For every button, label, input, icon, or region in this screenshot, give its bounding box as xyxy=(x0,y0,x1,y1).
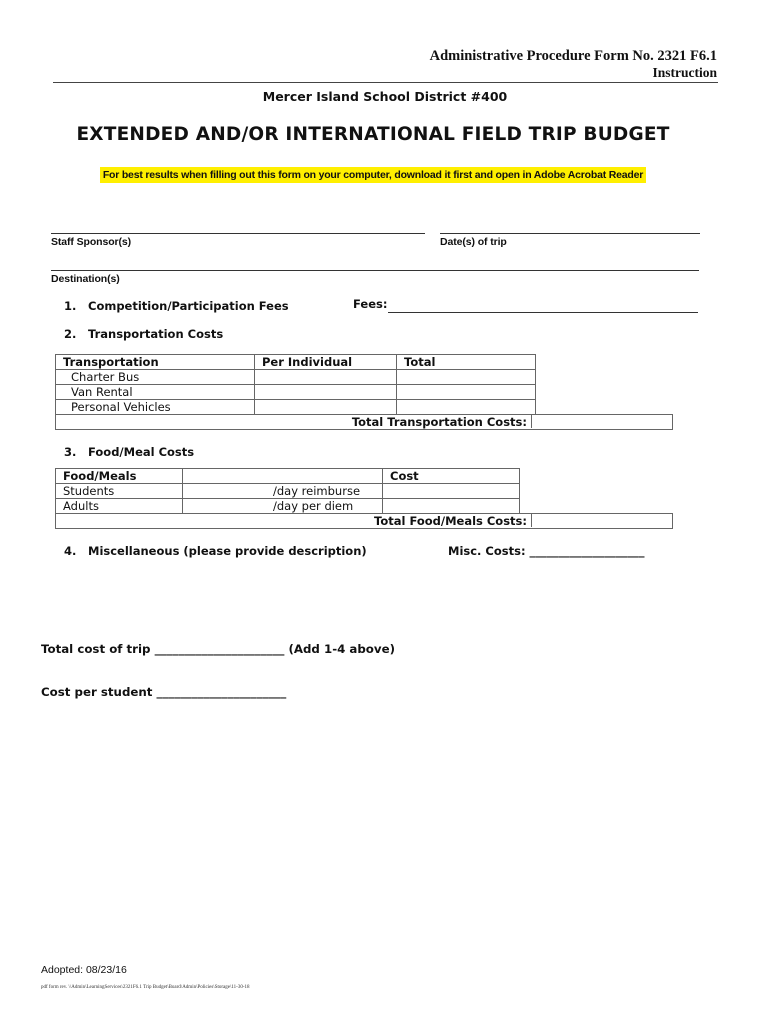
total-cost-field[interactable]: Total cost of trip ______________________ (Add 1-4 above) xyxy=(41,642,395,656)
section-label: Miscellaneous (please provide description) xyxy=(88,544,367,558)
form-category: Instruction xyxy=(652,65,717,80)
food-meals-total-label: Total Food/Meals Costs: xyxy=(374,514,527,528)
footer-file-path: pdf form rev. \\Admin\LearningServices\2321F6.1 Trip Budget\Board\Admin\Policies\Storage\11-30-18 xyxy=(41,985,250,990)
adopted-date: Adopted: 08/23/16 xyxy=(41,964,127,976)
table-row xyxy=(56,400,536,415)
table-row xyxy=(56,499,520,514)
food-meals-table xyxy=(55,468,520,514)
district-name: Mercer Island School District #400 xyxy=(262,89,508,104)
section-number: 2. xyxy=(64,327,77,341)
table-row xyxy=(56,385,536,400)
row-label-adults: Adults xyxy=(56,499,183,514)
section-transportation xyxy=(64,327,223,341)
transportation-table xyxy=(55,354,536,415)
hint-text: For best results when filling out this form on your computer, download it first and open in Adobe Acrobat Reader xyxy=(100,167,646,183)
section-label: Food/Meal Costs xyxy=(88,445,195,459)
page-title: EXTENDED AND/OR INTERNATIONAL FIELD TRIP BUDGET xyxy=(76,124,670,145)
staff-sponsor-input[interactable] xyxy=(51,233,425,234)
section-number: 1. xyxy=(64,299,77,313)
personal-vehicles-per-individual-input[interactable] xyxy=(255,400,397,415)
trip-dates-label: Date(s) of trip xyxy=(440,236,507,248)
misc-costs-field[interactable]: Misc. Costs: ____________________ xyxy=(448,544,645,558)
section-number: 4. xyxy=(64,544,77,558)
cost-per-student-field[interactable]: Cost per student ______________________ xyxy=(41,685,287,699)
students-rate-label: /day reimburse xyxy=(273,484,361,498)
form-number: Administrative Procedure Form No. 2321 F6.1 xyxy=(429,48,717,64)
row-label-personal-vehicles: Personal Vehicles xyxy=(56,400,255,415)
food-meals-total-input[interactable] xyxy=(531,513,672,527)
table-header-row xyxy=(56,355,536,370)
section-food-meals xyxy=(64,445,194,459)
adults-cost-input[interactable] xyxy=(383,499,520,514)
transportation-total-label: Total Transportation Costs: xyxy=(351,415,527,429)
hint-banner xyxy=(0,165,746,183)
column-header-transportation: Transportation xyxy=(56,355,255,370)
row-label-van-rental: Van Rental xyxy=(56,385,255,400)
staff-sponsor-label: Staff Sponsor(s) xyxy=(51,236,132,248)
food-meals-total-row xyxy=(55,513,673,529)
charter-bus-total-input[interactable] xyxy=(397,370,536,385)
column-header-rate xyxy=(183,469,383,484)
destination-input[interactable] xyxy=(51,270,699,271)
transportation-total-input[interactable] xyxy=(531,414,672,428)
column-header-total: Total xyxy=(397,355,536,370)
trip-dates-input[interactable] xyxy=(440,233,700,234)
section-miscellaneous xyxy=(64,544,367,558)
table-row xyxy=(56,484,520,499)
section-label: Competition/Participation Fees xyxy=(88,299,289,313)
table-row xyxy=(56,370,536,385)
students-rate-input[interactable] xyxy=(183,484,383,499)
van-rental-total-input[interactable] xyxy=(397,385,536,400)
fees-label: Fees: xyxy=(353,297,388,311)
column-header-food-meals: Food/Meals xyxy=(56,469,183,484)
transportation-total-row xyxy=(55,414,673,430)
row-label-charter-bus: Charter Bus xyxy=(56,370,255,385)
fees-input[interactable] xyxy=(388,312,698,313)
adults-rate-input[interactable] xyxy=(183,499,383,514)
students-cost-input[interactable] xyxy=(383,484,520,499)
personal-vehicles-total-input[interactable] xyxy=(397,400,536,415)
charter-bus-per-individual-input[interactable] xyxy=(255,370,397,385)
adults-rate-label: /day per diem xyxy=(273,499,354,513)
row-label-students: Students xyxy=(56,484,183,499)
column-header-per-individual: Per Individual xyxy=(255,355,397,370)
header-divider xyxy=(53,82,718,83)
section-competition-fees xyxy=(64,299,289,313)
column-header-cost: Cost xyxy=(383,469,520,484)
section-label: Transportation Costs xyxy=(88,327,224,341)
section-number: 3. xyxy=(64,445,77,459)
van-rental-per-individual-input[interactable] xyxy=(255,385,397,400)
destination-label: Destination(s) xyxy=(51,273,120,285)
table-header-row xyxy=(56,469,520,484)
